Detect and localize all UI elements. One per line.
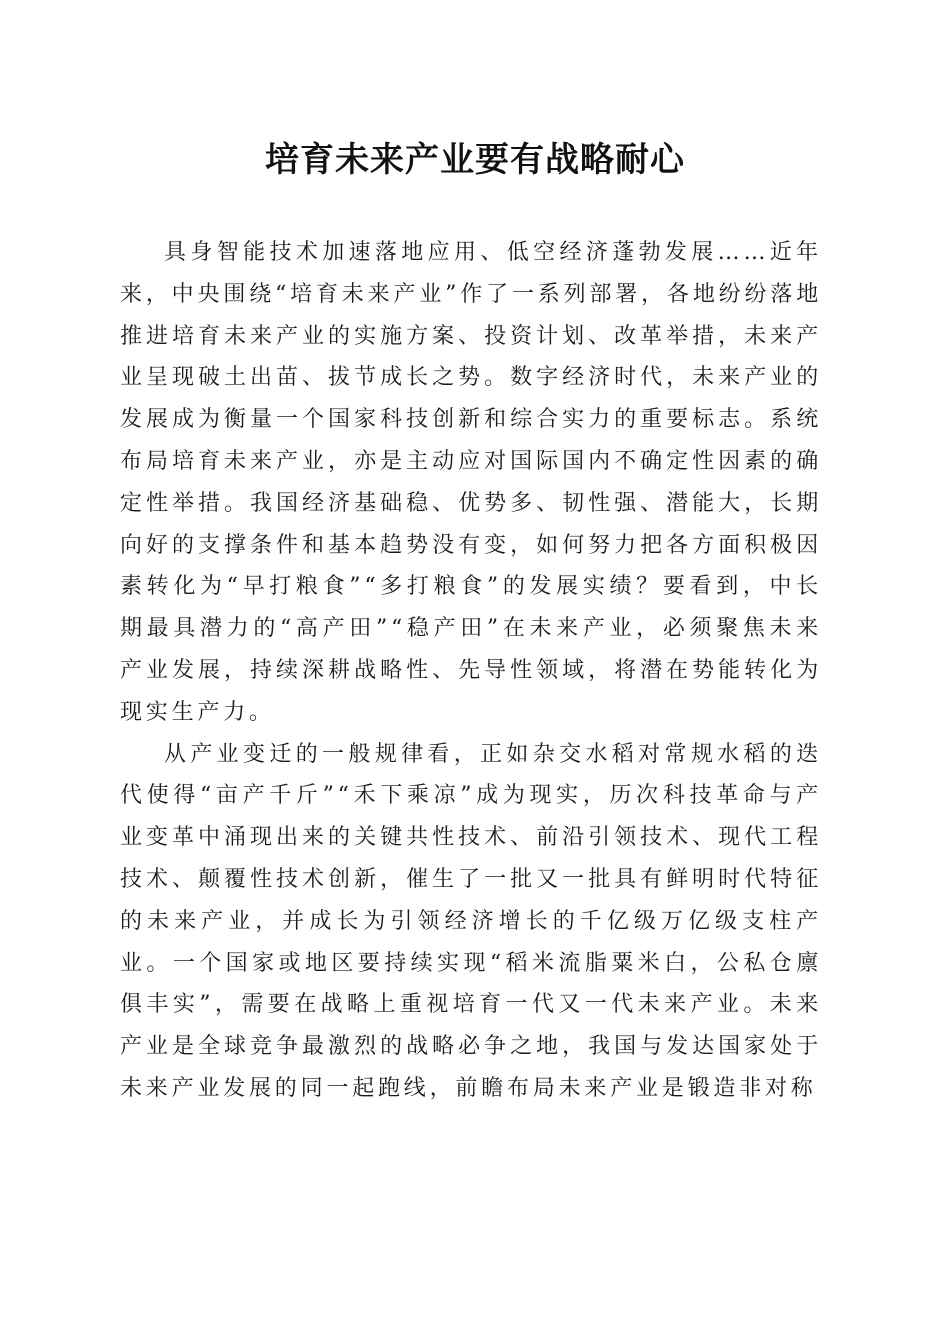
paragraph: 从产业变迁的一般规律看，正如杂交水稻对常规水稻的迭代使得“亩产千斤”“禾下乘凉”成为现实，历次科技革命与产业变革中涌现出来的关键共性技术、前沿引领技术、现代工程技术、颠覆性技术创新，催生了一批又一批具有鲜明时代特征的未来产业，并成长为引领经济增长的千亿级万亿级支柱产业。一个国家或地区要持续实现“稻米流脂粟米白，公私仓廪俱丰实”，需要在战略上重视培育一代又一代未来产业。未来产业是全球竞争最激烈的战略必争之地，我国与发达国家处于未来产业发展的同一起跑线，前瞻布局未来产业是锻造非对称	[120, 741, 822, 1101]
document-body	[120, 232, 822, 1110]
paragraph: 具身智能技术加速落地应用、低空经济蓬勃发展……近年来，中央围绕“培育未来产业”作了一系列部署，各地纷纷落地推进培育未来产业的实施方案、投资计划、改革举措，未来产业呈现破土出苗、拔节成长之势。数字经济时代，未来产业的发展成为衡量一个国家科技创新和综合实力的重要标志。系统布局培育未来产业，亦是主动应对国际国内不确定性因素的确定性举措。我国经济基础稳、优势多、韧性强、潜能大，长期向好的支撑条件和基本趋势没有变，如何努力把各方面积极因素转化为“早打粮食”“多打粮食”的发展实绩？要看到，中长期最具潜力的“高产田”“稳产田”在未来产业，必须聚焦未来产业发展，持续深耕战略性、先导性领域，将潜在势能转化为现实生产力。	[120, 240, 822, 725]
document-title: 培育未来产业要有战略耐心	[265, 140, 685, 180]
